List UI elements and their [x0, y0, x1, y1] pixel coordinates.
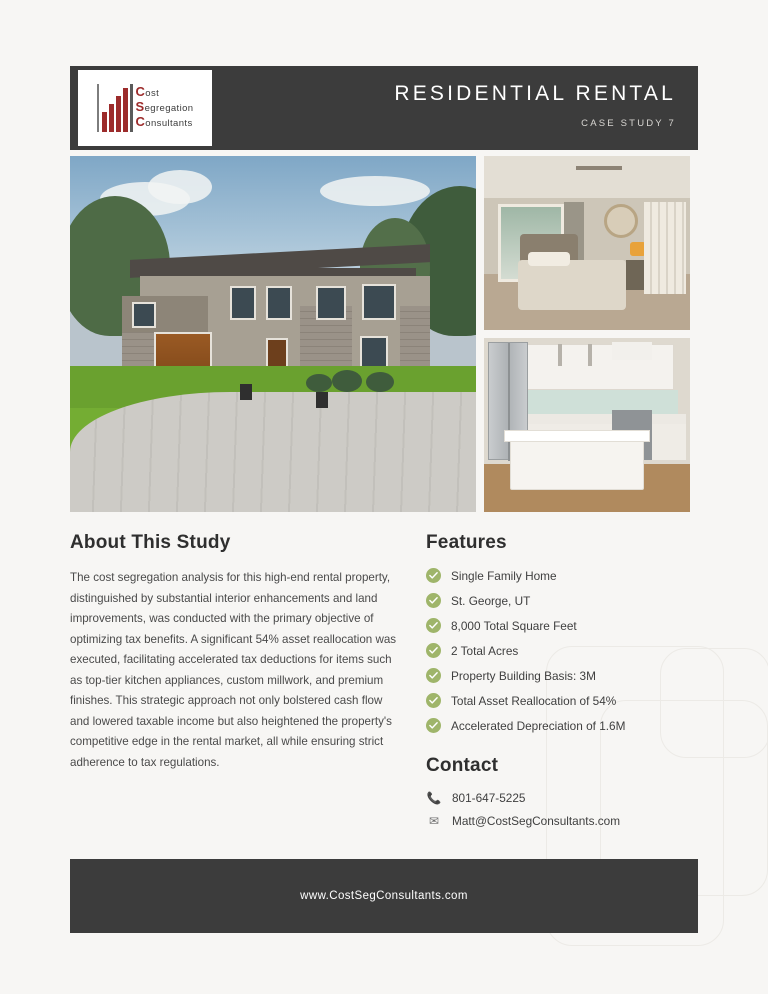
list-item: [426, 693, 698, 708]
document-content: [70, 532, 698, 837]
document-footer: [70, 859, 698, 933]
list-item: [426, 568, 698, 583]
photo-kitchen: [484, 338, 690, 512]
feature-label: 8,000 Total Square Feet: [451, 618, 577, 633]
features-contact-section: [426, 532, 698, 837]
company-logo: [78, 70, 212, 146]
contact-list: [426, 791, 698, 828]
document-body: [70, 66, 698, 933]
logo-bars-icon: [97, 84, 133, 132]
list-item: [426, 718, 698, 733]
photo-gallery: [70, 156, 698, 512]
feature-label: Accelerated Depreciation of 1.6M: [451, 718, 626, 733]
check-icon: [426, 618, 441, 633]
features-heading: Features: [426, 532, 507, 553]
list-item: [426, 618, 698, 633]
contact-email-value[interactable]: Matt@CostSegConsultants.com: [452, 814, 621, 828]
contact-heading: Contact: [426, 755, 499, 776]
photo-exterior: [70, 156, 476, 512]
feature-label: Single Family Home: [451, 568, 557, 583]
check-icon: [426, 593, 441, 608]
contact-email: [426, 814, 698, 828]
logo-line-3: Consultants: [135, 114, 193, 129]
feature-label: St. George, UT: [451, 593, 531, 608]
feature-label: Total Asset Reallocation of 54%: [451, 693, 617, 708]
photo-bedroom: [484, 156, 690, 330]
logo-line-2: Segregation: [135, 99, 194, 114]
about-body: The cost segregation analysis for this high-end rental property, distinguished by substantial interior enhancements and land improvements, was conducted with the primary objective of optimizing tax benefits. A significant 54% asset reallocation was executed, facilitating accelerated tax deductions for items such as top-tier kitchen appliances, custom millwork, and premium finishes. This strategic approach not only bolstered cash flow and lowered taxable income but also heightened the property's competitive edge in the rental market, all while ensuring strict adherence to tax regulations.: [70, 571, 397, 769]
envelope-icon: ✉: [429, 814, 439, 828]
page-subtitle: CASE STUDY 7: [581, 118, 676, 129]
feature-label: 2 Total Acres: [451, 643, 519, 658]
footer-website[interactable]: www.CostSegConsultants.com: [300, 890, 468, 902]
check-icon: [426, 693, 441, 708]
contact-phone: [426, 791, 698, 805]
check-icon: [426, 643, 441, 658]
about-section: [70, 532, 400, 837]
features-list: [426, 568, 698, 733]
check-icon: [426, 568, 441, 583]
list-item: [426, 668, 698, 683]
list-item: [426, 643, 698, 658]
list-item: [426, 593, 698, 608]
check-icon: [426, 668, 441, 683]
document-header: [70, 66, 698, 150]
logo-line-1: Cost: [135, 84, 160, 99]
page-title: RESIDENTIAL RENTAL: [394, 82, 676, 105]
phone-icon: 📞: [426, 791, 442, 805]
check-icon: [426, 718, 441, 733]
contact-phone-value[interactable]: 801-647-5225: [452, 791, 526, 805]
about-heading: About This Study: [70, 532, 231, 553]
feature-label: Property Building Basis: 3M: [451, 668, 596, 683]
